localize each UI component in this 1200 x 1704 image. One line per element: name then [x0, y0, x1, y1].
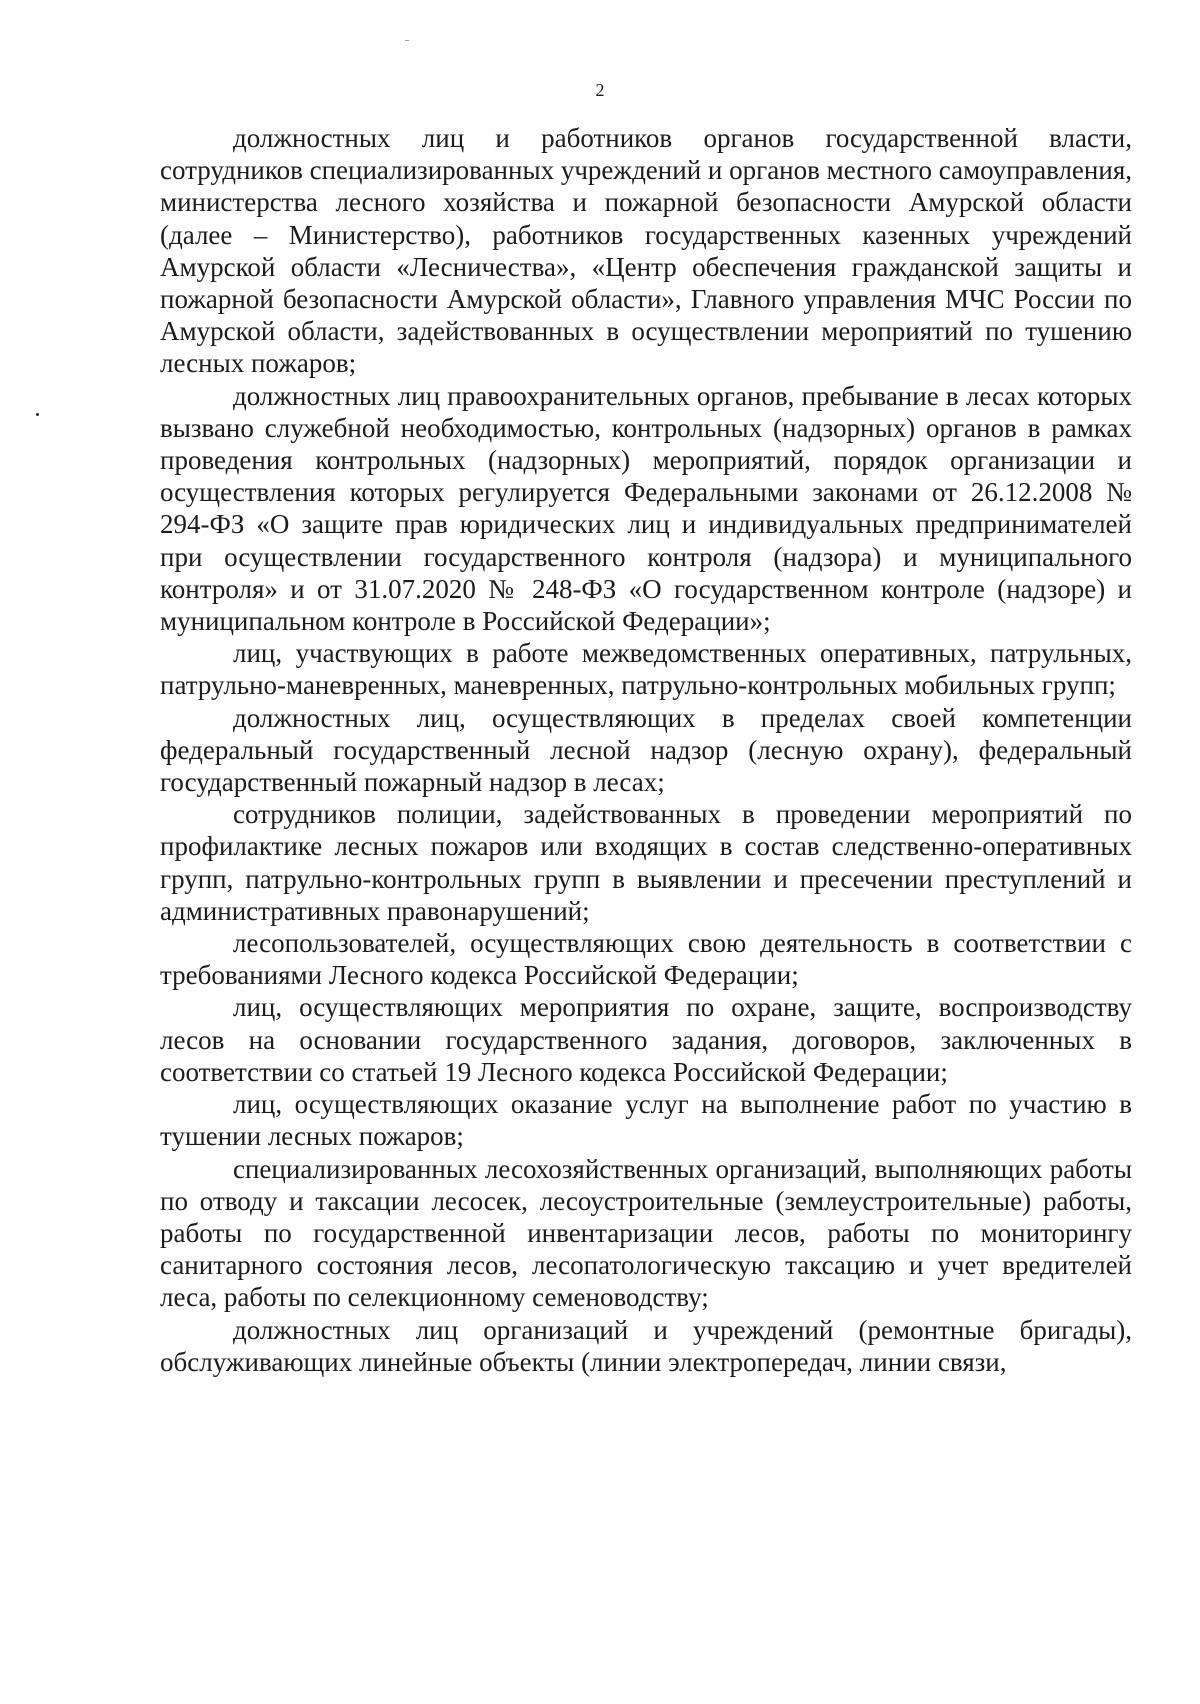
scan-speck	[36, 413, 39, 416]
page-number: 2	[595, 80, 605, 100]
paragraph-forest-protection: лиц, осуществляющих мероприятия по охране, защите, воспроизводству лесов на основании государственного задания, договоров, заключенных в соответствии со статьей 19 Лесного кодекса Российской Федерации;	[160, 992, 1132, 1087]
paragraph-forest-users: лесопользователей, осуществляющих свою деятельность в соответствии с требованиями Лесного кодекса Российской Федерации;	[160, 928, 1132, 991]
paragraph-police: сотрудников полиции, задействованных в проведении мероприятий по профилактике лесных пожаров или входящих в состав следственно-оперативных групп, патрульно-контрольных групп в выявлении и пресечении преступлений и административных правонарушений;	[160, 799, 1132, 926]
paragraph-mobile-groups: лиц, участвующих в работе межведомственных оперативных, патрульных, патрульно-маневренных, маневренных, патрульно-контрольных мобильных групп;	[160, 638, 1132, 701]
paragraph-specialized-organizations: специализированных лесохозяйственных организаций, выполняющих работы по отводу и таксации лесосек, лесоустроительные (землеустроительные) работы, работы по государственной инвентаризации лесов, работы по мониторингу санитарного состояния лесов, лесопатологическую таксацию и учет вредителей леса, работы по селекционному семеноводству;	[160, 1153, 1132, 1313]
paragraph-firefighting-services: лиц, осуществляющих оказание услуг на выполнение работ по участию в тушении лесных пожаров;	[160, 1089, 1132, 1152]
paragraph-law-enforcement: должностных лиц правоохранительных органов, пребывание в лесах которых вызвано служебной необходимостью, контрольных (надзорных) органов в рамках проведения контрольных (надзорных) мероприятий, порядок организации и осуществления которых регулируется Федеральными законами от 26.12.2008 № 294-ФЗ «О защите прав юридических лиц и индивидуальных предпринимателей при осуществлении государственного контроля (надзора) и муниципального контроля» и от 31.07.2020 № 248-ФЗ «О государственном контроле (надзоре) и муниципальном контроле в Российской Федерации»;	[160, 380, 1132, 637]
paragraph-linear-objects: должностных лиц организаций и учреждений (ремонтные бригады), обслуживающих линейные объекты (линии электропередач, линии связи,	[160, 1314, 1132, 1377]
document-body	[160, 122, 1132, 1378]
paragraph-officials-authorities: должностных лиц и работников органов государственной власти, сотрудников специализированных учреждений и органов местного самоуправления, министерства лесного хозяйства и пожарной безопасности Амурской области (далее – Министерство), работников государственных казенных учреждений Амурской области «Лесничества», «Центр обеспечения гражданской защиты и пожарной безопасности Амурской области», Главного управления МЧС России по Амурской области, задействованных в осуществлении мероприятий по тушению лесных пожаров;	[160, 123, 1132, 379]
scan-speck	[405, 40, 409, 41]
paragraph-forest-supervision: должностных лиц, осуществляющих в пределах своей компетенции федеральный государственный лесной надзор (лесную охрану), федеральный государственный пожарный надзор в лесах;	[160, 702, 1132, 798]
